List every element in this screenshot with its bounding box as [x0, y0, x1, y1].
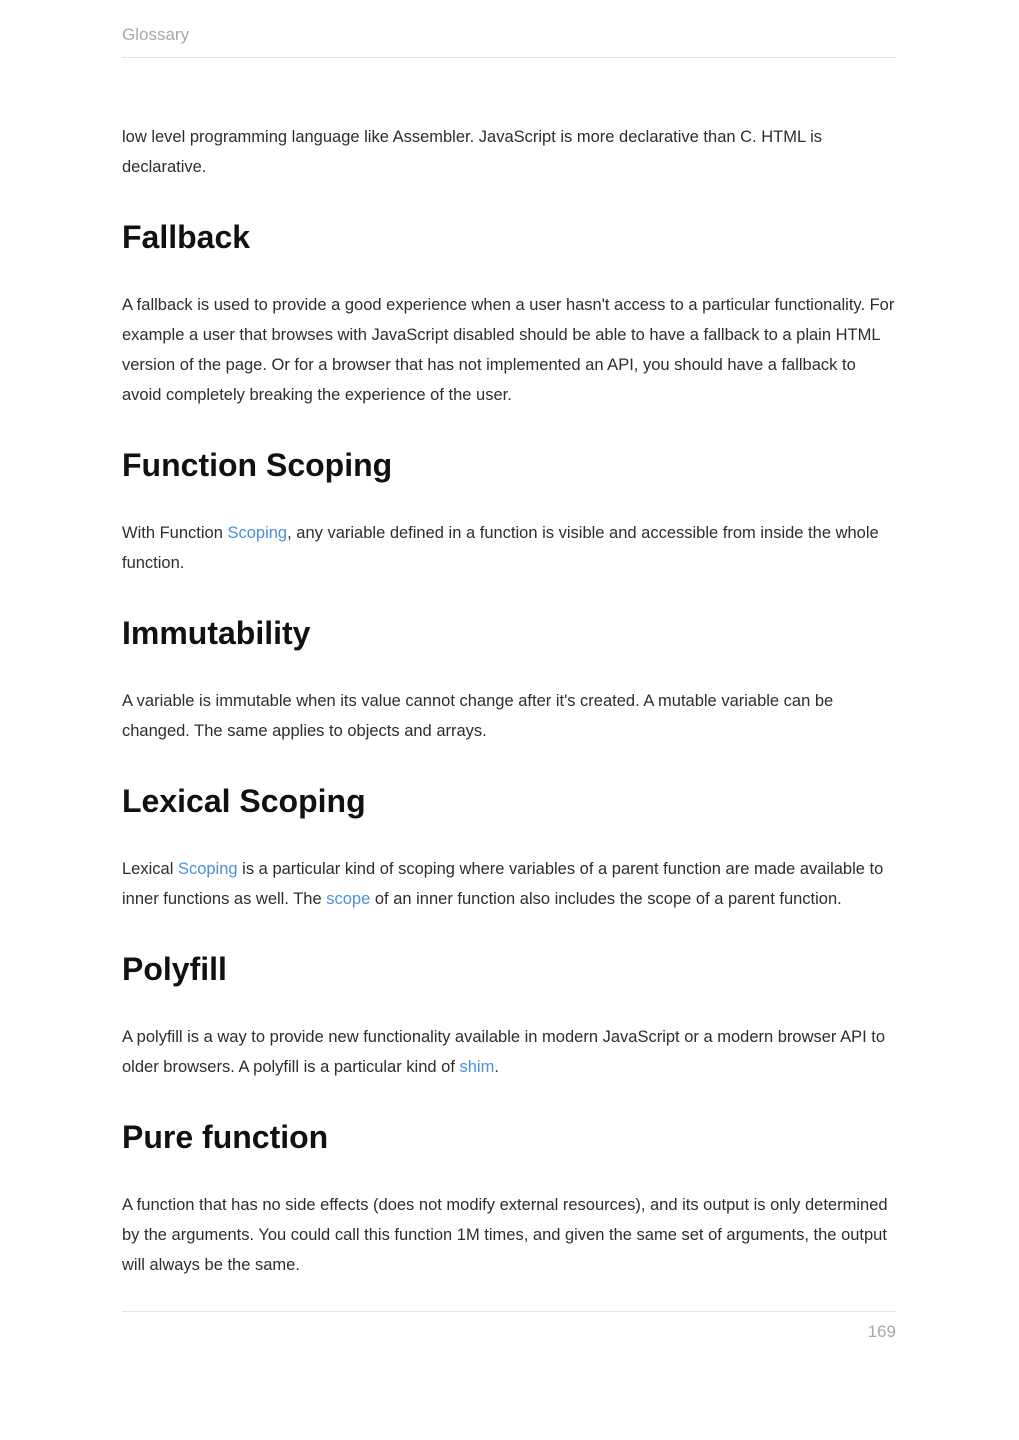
definition-paragraph: A polyfill is a way to provide new functionality available in modern JavaScript or a modern browser API to older browsers. A polyfill is a particular kind of shim.: [122, 1028, 886, 1076]
definition-paragraph: With Function Scoping, any variable defined in a function is visible and accessible from inside the whole function.: [122, 524, 879, 572]
definition-paragraph: Lexical Scoping is a particular kind of scoping where variables of a parent function are made available to inner functions as well. The scope of an inner function also includes the scope of a parent function.: [122, 860, 884, 908]
glossary-term-heading: Pure function: [122, 1119, 329, 1155]
page-number: 169: [867, 1322, 896, 1341]
running-header: [122, 0, 896, 58]
glossary-term-link[interactable]: shim: [459, 1058, 495, 1076]
running-header-title: Glossary: [122, 25, 190, 44]
glossary-term-heading: Function Scoping: [122, 447, 393, 483]
glossary-term-link[interactable]: Scoping: [177, 860, 238, 878]
glossary-term-heading: Immutability: [122, 615, 311, 651]
page-footer: [122, 1311, 896, 1342]
intro-paragraph: low level programming language like Assembler. JavaScript is more declarative than C. HTML is declarative.: [122, 128, 823, 176]
glossary-term-heading: Polyfill: [122, 951, 227, 987]
glossary-term-heading: Lexical Scoping: [122, 783, 366, 819]
definition-paragraph: A fallback is used to provide a good experience when a user hasn't access to a particular functionality. For example a user that browses with JavaScript disabled should be able to have a fallback to a plain HTML version of the page. Or for a browser that has not implemented an API, you should have a fallback to avoid completely breaking the experience of the user.: [122, 296, 895, 404]
glossary-term-link[interactable]: scope: [326, 890, 371, 908]
definition-paragraph: A variable is immutable when its value cannot change after it's created. A mutable variable can be changed. The same applies to objects and arrays.: [122, 692, 834, 740]
glossary-term-heading: Fallback: [122, 219, 251, 255]
glossary-term-link[interactable]: Scoping: [227, 524, 288, 542]
glossary-content: [122, 122, 896, 1280]
definition-paragraph: A function that has no side effects (does not modify external resources), and its output is only determined by the arguments. You could call this function 1M times, and given the same set of arguments, the output will always be the same.: [122, 1196, 888, 1274]
